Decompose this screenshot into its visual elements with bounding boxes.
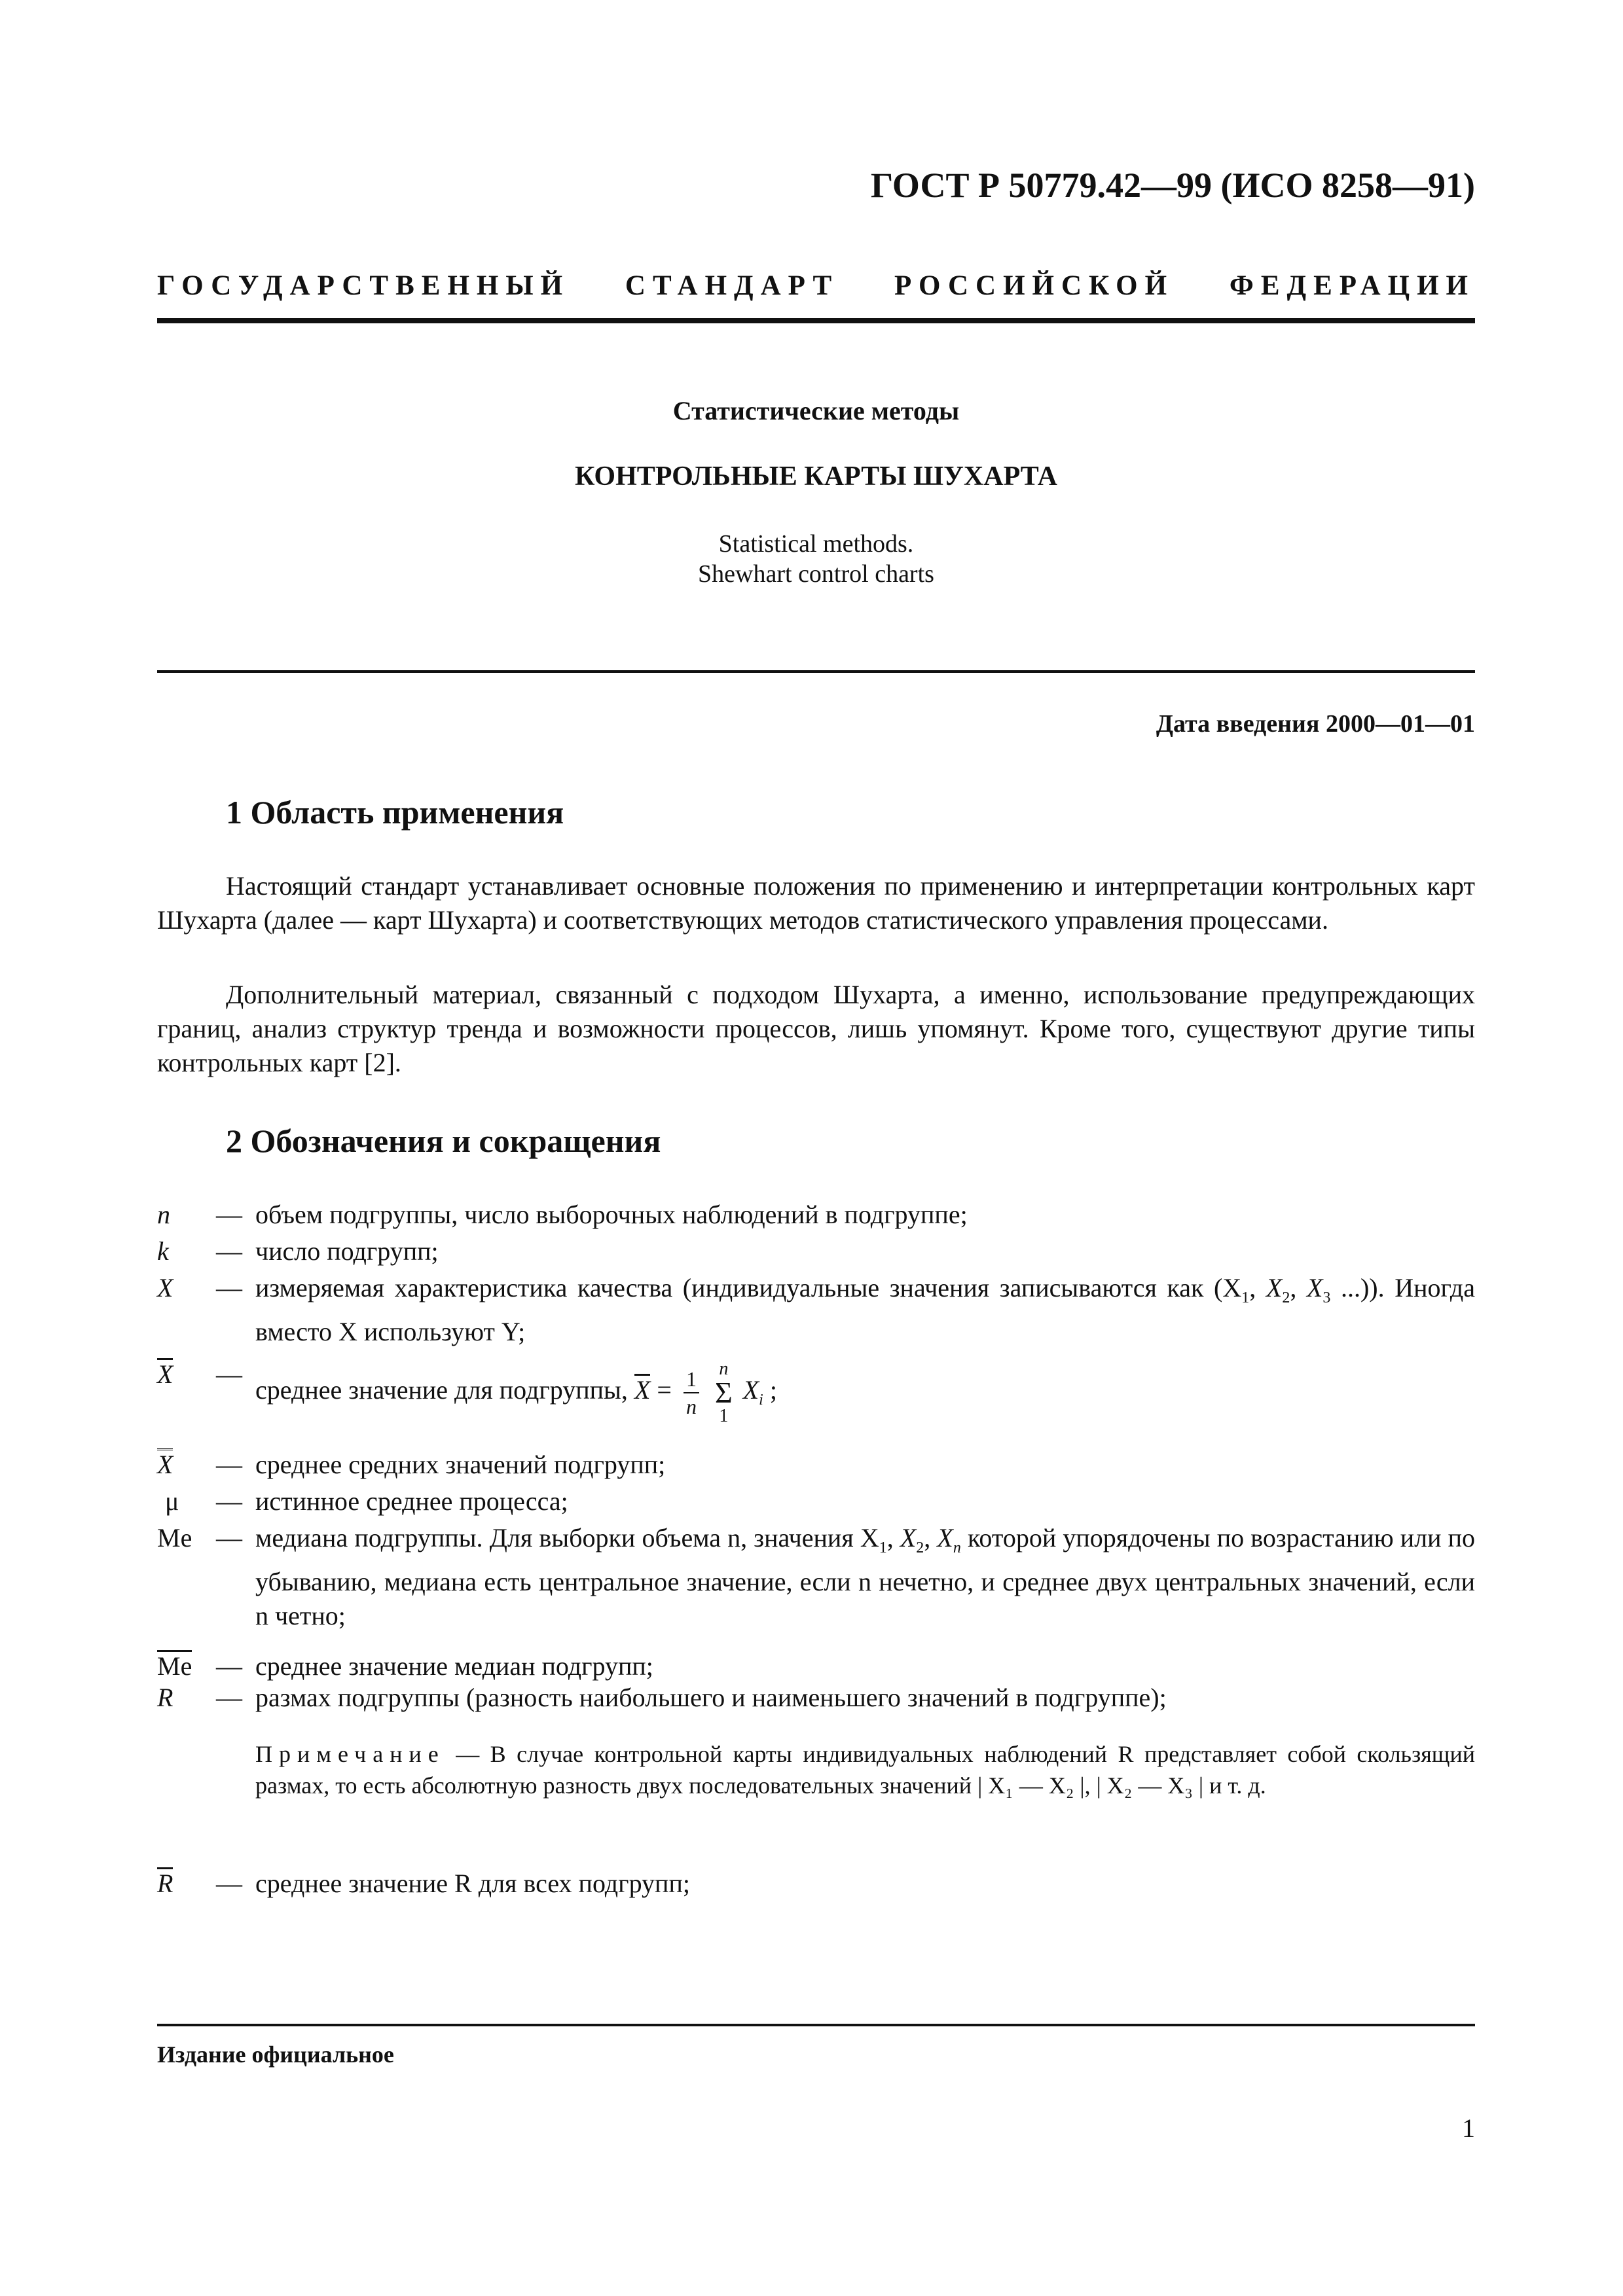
definition-text: истинное среднее процесса; — [255, 1486, 568, 1516]
definition-item — [157, 1649, 1475, 1683]
title-divider — [157, 670, 1475, 673]
mean-formula: X = $\frac{1}{n}$ n Σ 1 $X_i$ ; — [634, 1359, 777, 1426]
edition-label: Издание официальное — [157, 2041, 394, 2068]
dash: — — [216, 1273, 242, 1302]
dash: — — [216, 1486, 242, 1516]
symbol: Me — [157, 1651, 192, 1681]
definition-item — [157, 1521, 1475, 1633]
note — [255, 1738, 1475, 1801]
definition-text: измеряемая характеристика качества (индивидуальные значения записываются как ($X_1$, $X_2$, $X_3$ ...)). Иногда вместо X используют Y; — [255, 1273, 1476, 1346]
paragraph: Настоящий стандарт устанавливает основные положения по применению и интерпретации контрольных карт Шухарта (далее — карт Шухарта) и соответствующих методов статистического управления процессами. — [157, 871, 1475, 935]
note-text: — В случае контрольной карты индивидуальных наблюдений R представляет собой скользящий размах, то есть абсолютную разность двух последовательных значений | X₁ — X₂ |, | X₂ — X₃ | и т. д. — [255, 1741, 1476, 1799]
definition-text: размах подгруппы (разность наибольшего и наименьшего значений в подгруппе); — [255, 1683, 1167, 1712]
dash: — — [216, 1450, 242, 1479]
symbol: X — [157, 1273, 173, 1302]
banner — [157, 270, 1475, 302]
definition-text: медиана подгруппы. Для выборки объема n, значения $X_1$, $X_2$, $X_n$ которой упорядочены по возрастанию или по убыванию, медиана есть центральное значение, если n нечетно, и среднее двух центральных значений, если n четно; — [255, 1523, 1476, 1630]
header-divider — [157, 318, 1475, 323]
definition-text: среднее значение медиан подгрупп; — [255, 1651, 653, 1681]
subtitle-ru: Статистические методы — [672, 396, 960, 425]
definition-item — [157, 1448, 1475, 1482]
definition-item — [157, 1271, 1475, 1349]
section-heading: 2 Обозначения и сокращения — [226, 1122, 661, 1159]
definition-text: объем подгруппы, число выборочных наблюдений в подгруппе; — [255, 1200, 968, 1229]
subtitle-en-line: Statistical methods. — [718, 530, 914, 558]
definition-text: среднее средних значений подгрупп; — [255, 1450, 666, 1479]
symbol: R — [157, 1869, 173, 1898]
subtitle-en — [157, 529, 1475, 589]
symbol: Me — [157, 1523, 192, 1552]
dash: — — [216, 1651, 242, 1681]
dash: — — [216, 1236, 242, 1266]
definition-item — [157, 1484, 1475, 1518]
note-label: Примечание — [255, 1741, 445, 1767]
standard-id: ГОСТ Р 50779.42—99 (ИСО 8258—91) — [870, 166, 1475, 205]
definition-item — [157, 1198, 1475, 1232]
definition-item — [157, 1867, 1475, 1901]
symbol: n — [157, 1200, 170, 1229]
definition-item — [157, 1234, 1475, 1268]
banner-word: СТАНДАРТ — [625, 270, 839, 301]
introduction-date: Дата введения 2000—01—01 — [1156, 710, 1475, 738]
symbol: X — [157, 1359, 173, 1389]
symbol: k — [157, 1236, 169, 1266]
document-title: КОНТРОЛЬНЫЕ КАРТЫ ШУХАРТА — [575, 461, 1057, 492]
dash: — — [216, 1523, 242, 1552]
definition-text: число подгрупп; — [255, 1236, 439, 1266]
dash: — — [216, 1359, 242, 1389]
definition-item — [157, 1357, 1475, 1428]
banner-word: ГОСУДАРСТВЕННЫЙ — [157, 270, 570, 301]
definition-item — [157, 1681, 1475, 1715]
banner-word: ФЕДЕРАЦИИ — [1229, 270, 1475, 301]
symbol: X — [157, 1450, 173, 1479]
paragraph: Дополнительный материал, связанный с подходом Шухарта, а именно, использование предупреждающих границ, анализ структур тренда и возможности процессов, лишь упомянут. Кроме того, существуют другие типы контрольных карт [2]. — [157, 980, 1475, 1077]
dash: — — [216, 1869, 242, 1898]
definition-text: среднее значение R для всех подгрупп; — [255, 1869, 690, 1898]
symbol: μ — [165, 1486, 179, 1516]
subtitle-en-line: Shewhart control charts — [698, 560, 934, 588]
symbol: R — [157, 1683, 173, 1712]
dash: — — [216, 1200, 242, 1229]
banner-word: РОССИЙСКОЙ — [894, 270, 1175, 301]
footer-divider — [157, 2024, 1475, 2026]
page-number: 1 — [1462, 2113, 1475, 2143]
dash: — — [216, 1683, 242, 1712]
section-heading: 1 Область применения — [226, 794, 564, 831]
definition-text: среднее значение для подгруппы, — [255, 1375, 628, 1405]
